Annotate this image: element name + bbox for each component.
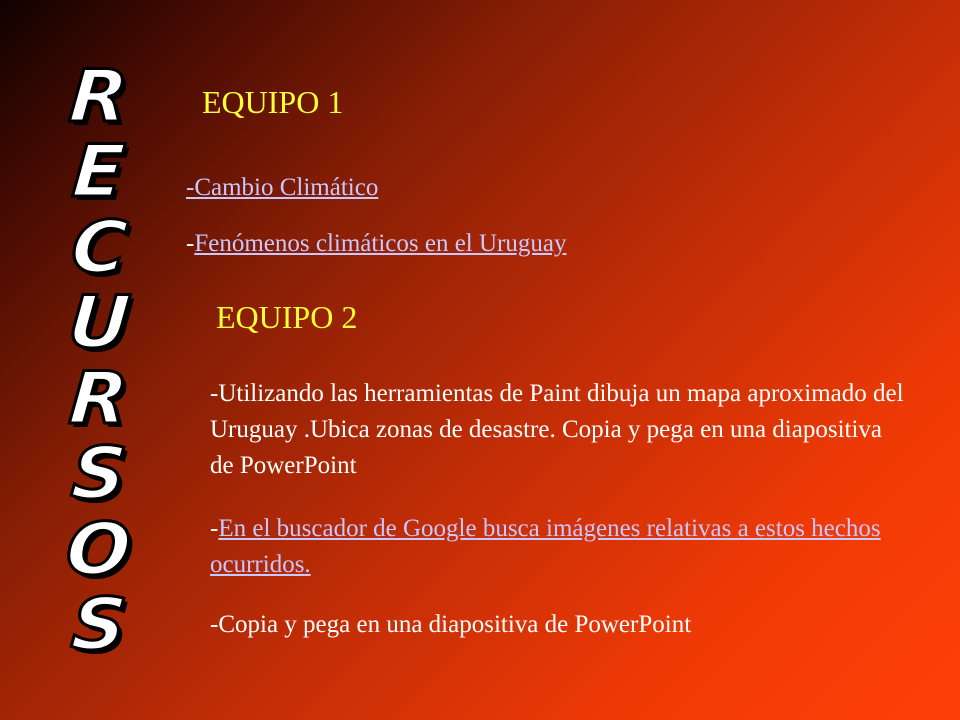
title-letter-o: O [63, 506, 135, 591]
recursos-vertical-title [58, 54, 140, 666]
title-letter-r2: R [66, 355, 132, 440]
equipo-1-item-2 [186, 226, 566, 262]
item-dash: - [186, 230, 195, 257]
title-letter-s2: S [68, 581, 130, 666]
google-search-link[interactable]: En el buscador de Google busca imágenes relativas a estos hechos ocurridos. [210, 515, 881, 578]
equipo-2-paragraph-2 [210, 511, 910, 583]
equipo-2-paragraph-1: -Utilizando las herramientas de Paint dibuja un mapa aproximado del Uruguay .Ubica zonas de desastre. Copia y pega en una diapositiva de PowerPoint [210, 380, 904, 479]
title-letter-e: E [70, 129, 128, 214]
fenomenos-climaticos-link[interactable]: Fenómenos climáticos en el Uruguay [194, 230, 567, 257]
equipo-2-paragraph-3: -Copia y pega en una diapositiva de PowerPoint [210, 611, 692, 638]
equipo-1-heading: EQUIPO 1 [202, 84, 344, 120]
equipo-1-item-1 [186, 170, 378, 206]
title-letter-r: R [66, 54, 132, 138]
title-letter-s: S [68, 431, 130, 516]
cambio-climatico-link[interactable]: -Cambio Climático [186, 174, 379, 201]
title-letter-c: C [68, 204, 130, 289]
title-letter-u: U [65, 280, 133, 365]
item-dash: - [210, 515, 219, 542]
equipo-2-heading: EQUIPO 2 [216, 299, 358, 335]
